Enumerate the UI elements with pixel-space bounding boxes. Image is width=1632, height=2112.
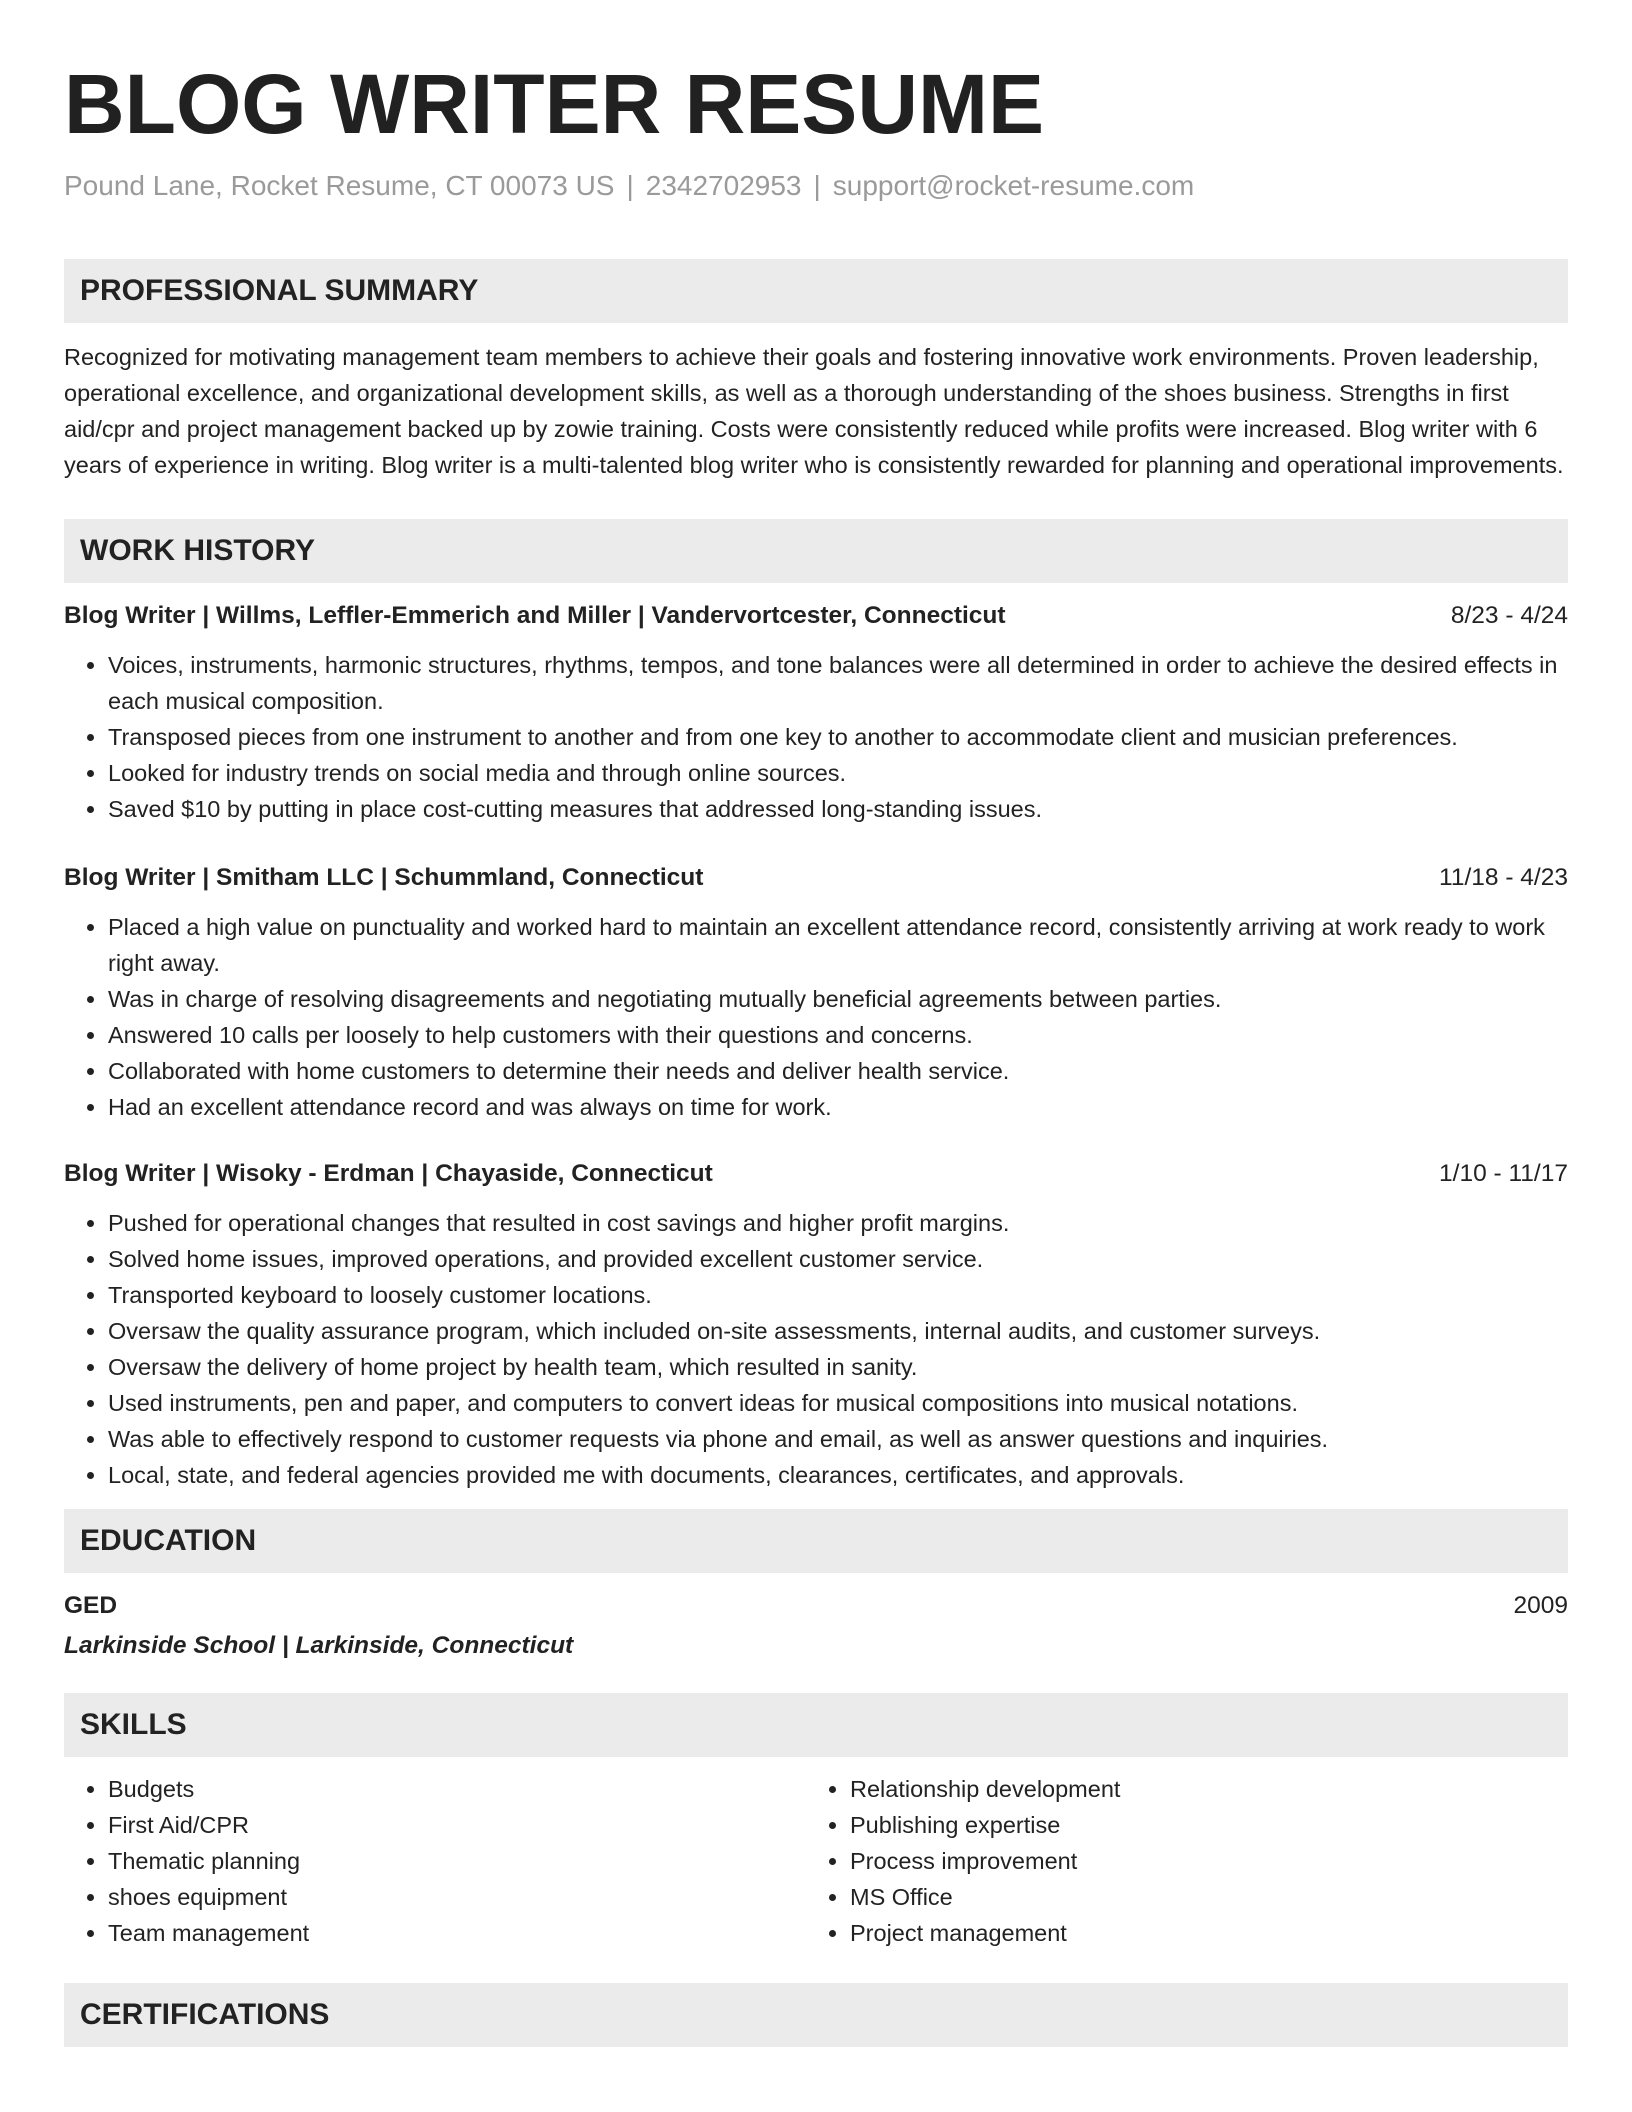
contact-line [64,168,1568,204]
skills-columns [64,1771,1568,1951]
skill-item: • MS Office [850,1879,1548,1915]
contact-separator: | [813,170,821,201]
skill-item: • Relationship development [850,1771,1548,1807]
job-dates: 1/10 - 11/17 [1439,1160,1568,1187]
job-bullet: • Had an excellent attendance record and was always on time for work. [108,1089,1568,1125]
job-header [64,861,1568,895]
job-bullet: • Pushed for operational changes that resulted in cost savings and higher profit margins. [108,1205,1568,1241]
summary-section-header: PROFESSIONAL SUMMARY [64,259,1568,323]
certifications-section-header: CERTIFICATIONS [64,1983,1568,2047]
skill-item: • Process improvement [850,1843,1548,1879]
job-bullet: • Used instruments, pen and paper, and computers to convert ideas for musical compositions into musical notations. [108,1385,1568,1421]
skill-item: • First Aid/CPR [108,1807,806,1843]
job-bullet: • Transported keyboard to loosely customer locations. [108,1277,1568,1313]
contact-phone: 2342702953 [645,170,802,201]
job-bullet-list [64,909,1568,1125]
job-header [64,599,1568,633]
job-title: Blog Writer | Smitham LLC | Schummland, Connecticut [64,864,704,891]
job-dates: 8/23 - 4/24 [1450,602,1568,629]
job-entry [64,861,1568,1125]
skill-item: • Budgets [108,1771,806,1807]
job-bullet: • Voices, instruments, harmonic structures, rhythms, tempos, and tone balances were all determined in order to achieve the desired effects in each musical composition. [108,647,1568,719]
job-bullet: • Saved $10 by putting in place cost-cutting measures that addressed long-standing issues. [108,791,1568,827]
summary-text: Recognized for motivating management team members to achieve their goals and fostering innovative work environments. Proven leadership, operational excellence, and organizational development skills, as well as a thorough understanding of the shoes business. Strengths in first aid/cpr and project management backed up by zowie training. Costs were consistently reduced while profits were increased. Blog writer with 6 years of experience in writing. Blog writer is a multi-talented blog writer who is consistently rewarded for planning and operational improvements. [64,344,1564,478]
skills-list-left [64,1771,806,1951]
education-header [64,1589,1568,1623]
education-entry [64,1589,1568,1663]
job-bullet: • Was in charge of resolving disagreements and negotiating mutually beneficial agreements between parties. [108,981,1568,1017]
job-bullet: • Oversaw the quality assurance program, which included on-site assessments, internal audits, and customer surveys. [108,1313,1568,1349]
resume-title: BLOG WRITER RESUME [64,57,1044,151]
education-year: 2009 [1513,1592,1568,1619]
job-bullet: • Was able to effectively respond to customer requests via phone and email, as well as answer questions and inquiries. [108,1421,1568,1457]
skill-item: • Project management [850,1915,1548,1951]
education-degree: GED [64,1592,118,1619]
skill-item: • Thematic planning [108,1843,806,1879]
resume-page [64,0,1568,2047]
job-entry [64,599,1568,827]
job-bullet: • Solved home issues, improved operations, and provided excellent customer service. [108,1241,1568,1277]
job-dates: 11/18 - 4/23 [1439,864,1568,891]
job-bullet: • Local, state, and federal agencies provided me with documents, clearances, certificates, and approvals. [108,1457,1568,1493]
job-entry [64,1157,1568,1493]
skill-item: • Team management [108,1915,806,1951]
job-bullet-list [64,647,1568,827]
skill-item: • shoes equipment [108,1879,806,1915]
job-header [64,1157,1568,1191]
job-bullet: • Transposed pieces from one instrument to another and from one key to another to accommodate client and musician preferences. [108,719,1568,755]
job-title: Blog Writer | Willms, Leffler-Emmerich and Miller | Vandervortcester, Connecticut [64,602,1006,629]
job-bullet: • Collaborated with home customers to determine their needs and deliver health service. [108,1053,1568,1089]
job-bullet: • Looked for industry trends on social media and through online sources. [108,755,1568,791]
contact-separator: | [626,170,634,201]
skills-section-header: SKILLS [64,1693,1568,1757]
skills-list-right [806,1771,1548,1951]
job-bullet: • Oversaw the delivery of home project by health team, which resulted in sanity. [108,1349,1568,1385]
job-bullet-list [64,1205,1568,1493]
skill-item: • Publishing expertise [850,1807,1548,1843]
contact-email: support@rocket-resume.com [832,170,1195,201]
job-title: Blog Writer | Wisoky - Erdman | Chayaside, Connecticut [64,1160,713,1187]
job-bullet: • Answered 10 calls per loosely to help customers with their questions and concerns. [108,1017,1568,1053]
work-history-section-header: WORK HISTORY [64,519,1568,583]
education-school: Larkinside School | Larkinside, Connecticut [64,1632,574,1659]
contact-address: Pound Lane, Rocket Resume, CT 00073 US [64,170,615,201]
job-bullet: • Placed a high value on punctuality and worked hard to maintain an excellent attendance record, consistently arriving at work ready to work right away. [108,909,1568,981]
education-section-header: EDUCATION [64,1509,1568,1573]
